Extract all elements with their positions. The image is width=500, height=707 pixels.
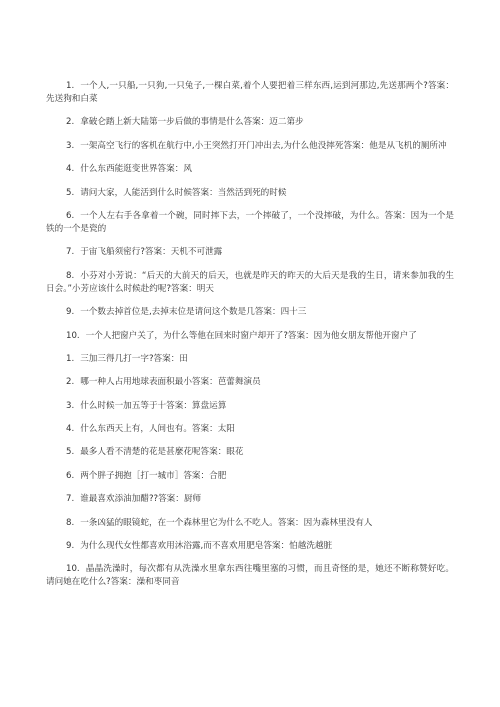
- riddle-number: 10.: [66, 330, 80, 341]
- riddle-number: 7.: [66, 247, 75, 258]
- riddle-text: 谁最喜欢添油加醋??答案：厨师: [80, 494, 202, 505]
- riddle-item-10: [46, 330, 454, 343]
- riddle-text: 一个人左右手各拿着一个碗，同时摔下去，一个摔破了，一个没摔破，为什么。答案：因为一个是铁的一个是瓷的: [46, 210, 454, 234]
- riddle-number: 4.: [66, 164, 75, 175]
- riddle-item-3: [46, 140, 454, 153]
- riddle-item-5: [46, 187, 454, 200]
- riddle-text: 为什么现代女性都喜欢用沐浴露,而不喜欢用肥皂答案：怕越洗越脏: [80, 541, 333, 552]
- riddle-text: 一架高空飞行的客机在航行中,小王突然打开门冲出去,为什么他没摔死答案：他是从飞机的厕所冲: [80, 140, 447, 151]
- riddle-item-1: [46, 80, 454, 106]
- riddle-number: 6.: [66, 470, 75, 481]
- riddle-number: 5.: [66, 187, 75, 198]
- riddle-number: 8.: [66, 270, 75, 281]
- riddle-text: 两个胖子拥抱［打一城市］答案：合肥: [80, 470, 227, 481]
- riddle-text: 最多人看不清楚的花是甚麼花呢答案：眼花: [80, 447, 244, 458]
- riddle-text: 于宙飞船须密行?答案：天机不可泄露: [80, 247, 223, 258]
- riddle-item-16: [46, 470, 454, 483]
- riddle-item-13: [46, 400, 454, 413]
- riddle-item-11: [46, 353, 454, 366]
- riddle-item-2: [46, 116, 454, 129]
- riddle-number: 2.: [66, 117, 75, 128]
- riddle-number: 1.: [66, 81, 75, 91]
- riddle-item-6: [46, 210, 454, 236]
- riddle-text: 什么东西能逛变世界答案：风: [80, 164, 192, 175]
- riddle-text: 拿破仑踏上新大陆第一步后做的事情是什么答案：迈二第步: [80, 117, 304, 128]
- riddle-text: 请问大家，人能活到什么时候答案：当然活到死的时候: [80, 187, 287, 198]
- riddle-text: 一个人把窗户关了，为什么等他在回来时窗户却开了?答案：因为他女朋友帮他开窗户了: [85, 330, 417, 341]
- riddle-item-12: [46, 376, 454, 389]
- riddle-number: 7.: [66, 494, 75, 505]
- riddle-text: 一个数去掉首位是,去掉末位是请问这个数是几答案：四十三: [80, 307, 307, 318]
- riddle-number: 2.: [66, 377, 75, 388]
- riddle-number: 4.: [66, 424, 75, 435]
- riddle-number: 5.: [66, 447, 75, 458]
- riddle-text: 一条凶猛的眼镜蛇，在一个森林里它为什么不吃人。答案：因为森林里没有人: [80, 517, 373, 528]
- riddle-number: 3.: [66, 140, 75, 151]
- riddle-number: 8.: [66, 517, 75, 528]
- riddle-item-4: [46, 163, 454, 176]
- riddle-number: 3.: [66, 400, 75, 411]
- riddle-item-7: [46, 246, 454, 259]
- riddle-item-19: [46, 540, 454, 553]
- riddle-number: 10.: [66, 564, 80, 575]
- riddle-item-9: [46, 306, 454, 319]
- riddle-text: 三加三得几打一字?答案：田: [80, 353, 188, 364]
- riddle-text: 小芬对小芳说：“后天的大前天的后天，也就是昨天的昨天的大后天是我的生日，请来参加我的生日会。”小芳应该什么时候赴约呢?答案：明天: [46, 270, 454, 294]
- riddle-text: 什么时候一加五等于十答案：算盘运算: [80, 400, 227, 411]
- riddle-item-8: [46, 270, 454, 296]
- riddle-text: 一个人,一只船,一只狗,一只兔子,一棵白菜,着个人要把着三样东西,运到河那边,先送那两个?答案：先送狗和白菜: [46, 81, 454, 104]
- riddle-number: 9.: [66, 307, 75, 318]
- riddle-number: 9.: [66, 541, 75, 552]
- riddle-text: 哪一种人占用地球表面积最小答案：芭蕾舞演员: [80, 377, 261, 388]
- riddle-number: 6.: [66, 210, 75, 221]
- riddle-item-14: [46, 423, 454, 436]
- riddle-list: [46, 80, 454, 600]
- riddle-text: 什么东西天上有，人间也有。答案：太阳: [80, 424, 235, 435]
- riddle-number: 1.: [66, 353, 75, 364]
- riddle-item-20: [46, 563, 454, 589]
- riddle-item-17: [46, 493, 454, 506]
- riddle-item-18: [46, 517, 454, 530]
- riddle-text: 晶晶洗澡时，每次都有从洗澡水里拿东西往嘴里塞的习惯，而且奇怪的是，她还不断称赞好吃。请问她在吃什么?答案：澡和枣同音: [46, 564, 454, 588]
- riddle-item-15: [46, 446, 454, 459]
